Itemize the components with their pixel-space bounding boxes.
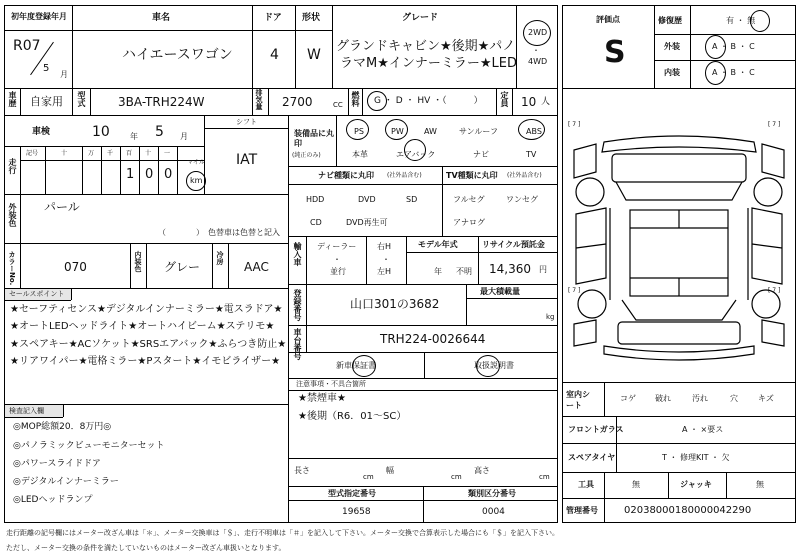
frame-no: TRH224-0026644 <box>380 332 486 346</box>
color-label: 外装色 <box>8 203 17 227</box>
plate: 山口301の3682 <box>350 297 440 311</box>
plate-label: 登録番号 <box>293 289 302 321</box>
equip-pw-circle <box>385 119 408 140</box>
first-reg-label: 初年度登録年月 <box>11 12 67 21</box>
nav-hdd: HDD <box>306 195 325 204</box>
exterior-a-circle <box>705 35 726 59</box>
footer-line-1: 走行距離の記号欄にはメーター改ざん車は「＊」、メーター交換車は「＄」、走行不明車は「＃」を記入して下さい。メーター交換で合算表示した場合にも「＄」を記入下さい。 <box>6 529 559 537</box>
capacity: 10 <box>521 95 537 109</box>
import-dot-2: ・ <box>382 255 390 264</box>
mileage-digit-1: 0 <box>164 167 173 182</box>
notes-label: 注意事項・不具合箇所 <box>296 380 366 388</box>
footer-line-2: ただし、メーター交換の条件を満たしていないものはメーター改ざん車扱いとなります。 <box>6 544 286 552</box>
inspection-year-unit: 年 <box>130 132 138 141</box>
tv-analog: アナログ <box>453 218 485 227</box>
nav-dvd-play: DVD再生可 <box>346 218 388 227</box>
mgmt-label: 管理番号 <box>566 506 598 515</box>
displacement-label: 排気量 <box>255 89 263 110</box>
warranty-label: 新車保証書 <box>336 361 376 370</box>
manual-label: 取扱説明書 <box>474 361 514 370</box>
drive-2wd: 2WD <box>528 28 548 37</box>
seat-hole: 穴 <box>730 394 738 403</box>
repair-label: 修復歴 <box>658 16 682 25</box>
import-label: 輸入車 <box>293 242 302 266</box>
equipment-sub: (純正のみ) <box>292 152 321 159</box>
interior-color: グレー <box>164 260 201 274</box>
nav-cd: CD <box>310 218 322 227</box>
first-reg-month-unit: 月 <box>60 70 68 79</box>
mileage-col-10: 十 <box>145 150 152 157</box>
ac: AAC <box>244 260 269 274</box>
mileage-label: 走行 <box>8 158 17 174</box>
glass-label: フロントガラス <box>568 425 624 434</box>
length-label: 長さ <box>294 466 310 475</box>
ac-label: 冷房 <box>216 251 224 265</box>
equip-navi: ナビ <box>473 150 489 159</box>
drive-2wd-circle <box>523 20 551 46</box>
score-label: 評価点 <box>596 15 620 24</box>
check-line-1: ◎MOP総額20．8万円◎ <box>13 422 112 432</box>
exterior-label: 外装 <box>664 42 680 51</box>
width-label: 幅 <box>386 466 394 475</box>
import-parallel: 並行 <box>330 267 346 276</box>
mileage-col-1k: 千 <box>107 150 114 157</box>
model: 3BA-TRH224W <box>118 95 205 109</box>
first-reg-year: R07 <box>13 38 41 54</box>
spare-options: T ・ 修理KIT ・ 欠 <box>662 453 730 462</box>
notes-line-2: ★後期（R6．01～SC） <box>298 411 407 422</box>
import-left: 左H <box>377 267 392 276</box>
nav-sd: SD <box>406 195 418 204</box>
km-circle <box>186 171 206 191</box>
check-line-2: ◎パノラミックビューモニターセット <box>13 441 165 451</box>
fuel-label: 燃料 <box>351 91 360 107</box>
tv-fullseg: フルセグ <box>453 195 485 204</box>
seat-burn: コゲ <box>620 394 636 403</box>
tools: 無 <box>632 480 640 489</box>
car-name-label: 車名 <box>152 13 171 23</box>
score: S <box>604 35 626 70</box>
check-label: 検査記入欄 <box>9 407 44 415</box>
class-no-label: 類別区分番号 <box>468 489 516 498</box>
model-year-unit: 年 <box>434 267 442 276</box>
bracket-tl: [ 7 ] <box>568 121 581 128</box>
recycle-label: リサイクル預託金 <box>482 240 545 249</box>
mileage-col-100: 百 <box>126 150 133 157</box>
interior-label: 内装 <box>664 68 680 77</box>
seat-dirt: 汚れ <box>692 394 708 403</box>
nav-dvd: DVD <box>358 195 376 204</box>
selling-points-label: セールスポイント <box>9 290 65 298</box>
inspection-month-unit: 月 <box>180 132 188 141</box>
use-label: 車歴 <box>8 91 17 107</box>
inspection-month: 5 <box>155 124 164 140</box>
mileage-col-symbol: 記号 <box>26 150 39 157</box>
model-label: 型式 <box>77 91 86 107</box>
fuel-g-circle <box>367 91 387 111</box>
class-no: 0004 <box>482 507 505 517</box>
first-reg-month: 5 <box>43 63 50 74</box>
bracket-tr: [ 7 ] <box>768 121 781 128</box>
color-note-close: ） <box>196 228 204 237</box>
fuel-options: G ・ D ・ HV ・（ ） <box>374 96 483 106</box>
seat-scratch: キズ <box>758 394 774 403</box>
inspection-year: 10 <box>92 124 110 140</box>
equip-leather: 本革 <box>352 150 368 159</box>
bracket-bl: [ 7 ] <box>568 287 581 294</box>
height-unit: cm <box>539 473 550 481</box>
equip-abs-circle <box>518 119 545 140</box>
interior-grades: A ・ B ・ C <box>712 68 755 77</box>
mileage-col-1: 一 <box>164 150 171 157</box>
equip-pw: PW <box>391 127 404 136</box>
length-unit: cm <box>363 473 374 481</box>
spare-label: スペアタイヤ <box>568 453 616 462</box>
equip-abs: ABS <box>526 127 542 136</box>
mileage-col-10k: 万 <box>88 150 95 157</box>
shift-label: シフト <box>236 118 257 126</box>
shape: W <box>307 47 321 63</box>
selling-line-2: ★オートLEDヘッドライト★オートハイビーム★ステリモ★ <box>10 321 275 332</box>
selling-line-3: ★スペアキー★ACソケット★SRSエアバック★ふらつき防止★ <box>10 339 287 350</box>
import-dealer: ディーラー <box>317 242 357 251</box>
mileage-digit-10: 0 <box>145 167 154 182</box>
drive-dot: ・ <box>532 46 540 55</box>
recycle-yen: 円 <box>539 265 547 274</box>
tv-oneseg: ワンセグ <box>506 195 538 204</box>
drive-4wd: 4WD <box>528 57 548 66</box>
type-no: 19658 <box>342 507 371 517</box>
nav-label: ナビ種類に丸印 <box>318 171 374 180</box>
seat-tear: 破れ <box>655 394 671 403</box>
max-load-label: 最大積載量 <box>480 287 520 296</box>
manual-circle <box>476 355 500 377</box>
jack: 無 <box>756 480 764 489</box>
equip-ps-circle <box>346 119 369 140</box>
capacity-label: 定員 <box>500 91 509 107</box>
selling-line-4: ★リアワイパー★電格ミラー★Pスタート★イモビライザー★ <box>10 356 281 367</box>
grade-label: グレード <box>402 13 439 23</box>
color-no: 070 <box>64 260 87 274</box>
model-year-label: モデル年式 <box>418 240 458 249</box>
mileage-col-10k100: 十 <box>61 150 68 157</box>
color-value: パール <box>44 200 80 214</box>
equip-aw: AW <box>424 127 437 136</box>
bracket-br: [ 7 ] <box>768 287 781 294</box>
tv-sub: (社外品含む) <box>507 172 542 179</box>
height-label: 高さ <box>474 466 490 475</box>
car-body-diagram <box>566 128 792 368</box>
car-name: ハイエースワゴン <box>122 47 233 63</box>
import-dot: ・ <box>333 255 341 264</box>
model-year-unknown: 不明 <box>456 267 472 276</box>
check-line-4: ◎デジタルインナーミラー <box>13 477 119 487</box>
inspection-label: 車検 <box>32 127 51 137</box>
seat-label: 室内シート <box>566 390 590 411</box>
notes-line-1: ★禁煙車★ <box>298 393 346 404</box>
equip-airbag: エアバック <box>396 150 436 159</box>
warranty-circle <box>352 355 376 377</box>
grade-line-2: ラマM★インナーミラー★LED <box>340 56 517 71</box>
nav-sub: (社外品含む) <box>387 172 422 179</box>
interior-color-label: 内装色 <box>134 251 142 272</box>
use: 自家用 <box>30 95 63 108</box>
max-load-unit: kg <box>546 313 555 321</box>
import-right: 右H <box>377 242 392 251</box>
equip-ps: PS <box>354 127 364 136</box>
repair-none-circle <box>750 10 770 32</box>
equip-sunroof: サンルーフ <box>459 127 498 136</box>
color-note: 色替車は色替と記入 <box>208 228 280 237</box>
selling-line-1: ★セーフティセンス★デジタルインナーミラー★電スラドア★ <box>10 304 283 315</box>
width-unit: cm <box>451 473 462 481</box>
jack-label: ジャッキ <box>680 480 712 489</box>
interior-a-circle <box>705 61 726 85</box>
exterior-grades: A ・ B ・ C <box>712 42 755 51</box>
glass-options: A ・ ×要ス <box>682 425 724 434</box>
mgmt-no: 02038000180000042290 <box>624 505 752 516</box>
doors-label: ドア <box>264 13 282 23</box>
frame-label: 車台番号 <box>293 328 302 360</box>
check-line-3: ◎パワースライドドア <box>13 459 101 469</box>
shift: IAT <box>236 152 258 168</box>
check-line-5: ◎LEDヘッドランプ <box>13 495 93 505</box>
cc-unit: CC <box>333 101 343 109</box>
capacity-unit: 人 <box>541 97 551 107</box>
recycle-amount: 14,360 <box>489 262 531 276</box>
type-no-label: 型式指定番号 <box>328 489 376 498</box>
equip-airbag-circle <box>404 139 426 161</box>
tv-label: TV種類に丸印 <box>446 171 498 180</box>
mileage-digit-100: 1 <box>126 167 135 182</box>
km-label: km <box>190 176 203 185</box>
equip-tv: TV <box>526 150 537 159</box>
color-no-label: カラーNo. <box>8 251 16 286</box>
repair-options: 有 ・ 無 <box>726 16 756 25</box>
tools-label: 工具 <box>578 480 594 489</box>
shape-label: 形状 <box>302 13 321 23</box>
mile-label: マイル <box>187 159 205 166</box>
displacement: 2700 <box>282 95 313 109</box>
grade-line-1: グランドキャビン★後期★パノ <box>336 39 516 54</box>
color-note-open: （ <box>158 228 166 237</box>
doors: 4 <box>270 47 279 63</box>
equipment-label: 装備品に丸印 <box>294 129 334 149</box>
